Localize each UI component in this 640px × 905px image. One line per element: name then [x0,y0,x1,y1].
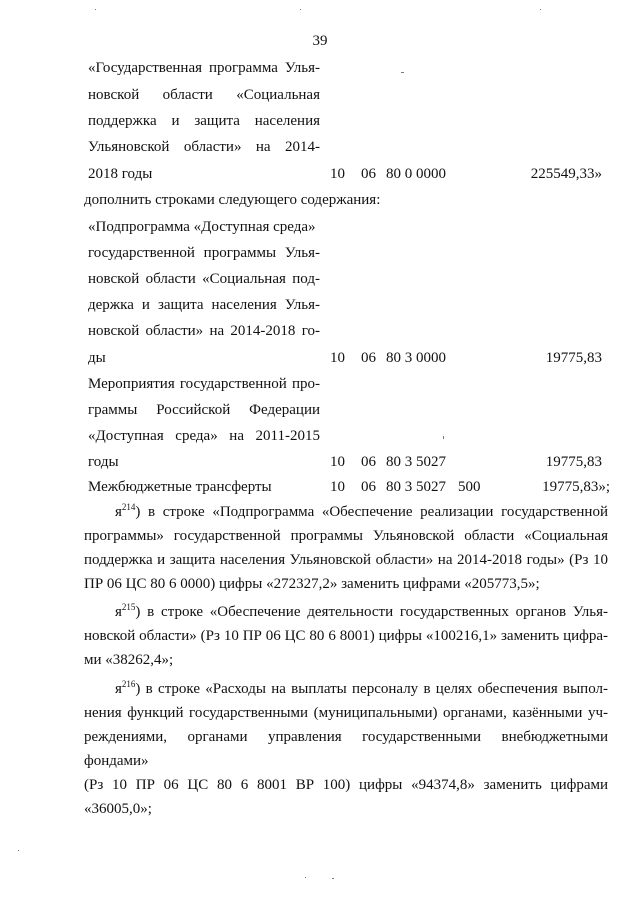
paragraph-line: ми «38262,4»; [84,652,174,668]
row-label-line: государственной программы Улья- [88,245,320,261]
paragraph-line: (Рз 10 ПР 06 ЦС 80 6 8001 ВР 100) цифры «94374,8» заменить цифрами «36005,0»; [84,777,608,817]
row-label-line: новской области «Социальная [88,87,320,103]
paragraph-line [84,600,608,624]
scan-speck [332,878,334,879]
scan-speck [540,9,541,10]
paragraph-line: реждениями, органами управления государственными внебюджетными фондами» [84,729,608,769]
scan-speck [18,850,19,851]
scan-speck [300,9,301,10]
vr-code: 500 [458,479,481,495]
cs-code: 80 3 5027 [386,479,446,495]
pr-code: 06 [361,479,376,495]
amendment-paragraph [84,500,608,596]
scan-speck [443,436,444,439]
row-label-line: Межбюджетные трансферты [88,479,272,495]
row-label-line: Мероприятия государственной про- [88,376,320,392]
row-label-line: Ульяновской области» на 2014- [88,139,320,155]
page-number: 39 [312,33,328,49]
paragraph-line: новской области» (Рз 10 ПР 06 ЦС 80 6 8001) цифры «100216,1» заменить цифра- [84,628,608,644]
amount: 19775,83 [545,454,602,470]
rz-code: 10 [330,166,345,182]
rz-code: 10 [330,454,345,470]
pr-code: 06 [361,350,376,366]
row-label-line: «Государственная программа Улья- [88,60,320,76]
paragraph-text: ) в строке «Расходы на выплаты персоналу в целях обеспечения выпол- [135,681,608,697]
row-label-line: «Доступная среда» на 2011-2015 [88,428,320,444]
paragraph-text: ) в строке «Обеспечение деятельности государственных органов Улья- [135,604,608,620]
rz-code: 10 [330,350,345,366]
amendment-paragraph [84,677,608,821]
amount: 19775,83»; [542,479,610,495]
row-label-line: держка и защита населения Улья- [88,297,320,313]
item-number: 214 [121,502,136,512]
pr-code: 06 [361,454,376,470]
item-number: 215 [121,602,136,612]
row-label-line: граммы Российской Федерации [88,402,320,418]
row-label-line: годы [88,454,119,470]
row-label-line: новской области» на 2014-2018 го- [88,323,320,339]
item-number: 216 [121,679,136,689]
scan-speck [95,9,96,10]
paragraph-line [84,677,608,701]
paragraph-line [84,500,608,524]
paragraph-line: нения функций государственными (муниципальными) органами, казёнными уч- [84,705,608,721]
amendment-paragraph [84,600,608,672]
pr-code: 06 [361,166,376,182]
item-letter: я [115,504,122,520]
paragraph-text: ) в строке «Подпрограмма «Обеспечение реализации государственной [135,504,608,520]
row-label-line: «Подпрограмма «Доступная среда» [88,219,316,235]
amount: 225549,33» [530,166,602,182]
scan-speck [401,72,404,73]
instruction-text: дополнить строками следующего содержания: [84,192,381,208]
row-label-line: поддержка и защита населения [88,113,320,129]
cs-code: 80 0 0000 [386,166,446,182]
row-label-line: ды [88,350,106,366]
cs-code: 80 3 5027 [386,454,446,470]
paragraph-line: ПР 06 ЦС 80 6 0000) цифры «272327,2» заменить цифрами «205773,5»; [84,576,540,592]
cs-code: 80 3 0000 [386,350,446,366]
item-letter: я [115,604,122,620]
paragraph-line: поддержка и защита населения Ульяновской области» на 2014-2018 годы» (Рз 10 [84,552,608,568]
row-label-line: 2018 годы [88,166,153,182]
amount: 19775,83 [545,350,602,366]
row-label-line: новской области «Социальная под- [88,271,320,287]
rz-code: 10 [330,479,345,495]
paragraph-line: программы» государственной программы Ульяновской области «Социальная [84,528,608,544]
item-letter: я [115,681,122,697]
scan-speck [305,877,306,878]
